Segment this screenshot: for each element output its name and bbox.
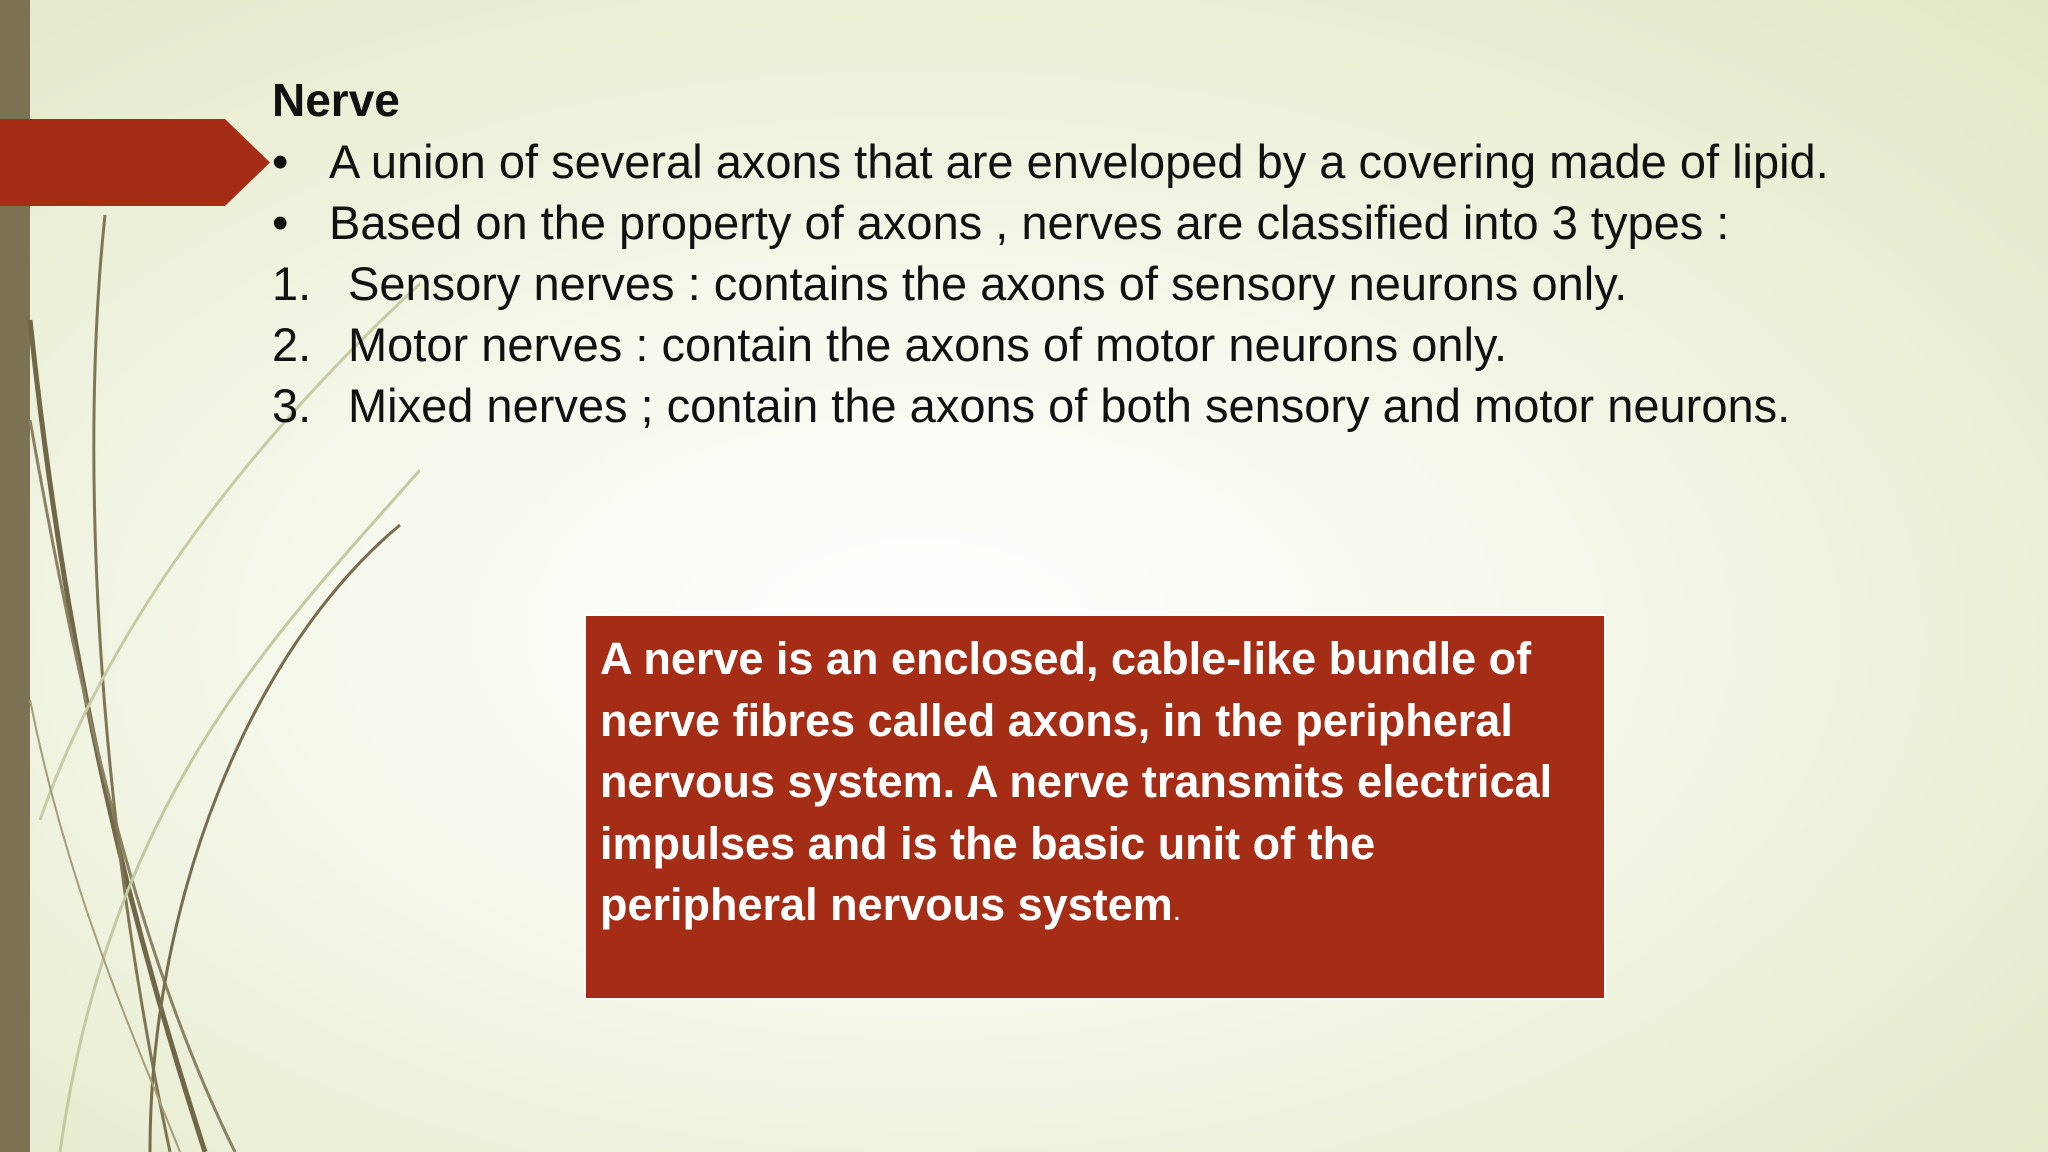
numbered-item (272, 253, 1992, 314)
slide-title: Nerve (272, 74, 400, 126)
numbered-text: Mixed nerves ; contain the axons of both sensory and motor neurons. (348, 379, 1791, 432)
bullet-text: A union of several axons that are enveloped by a covering made of lipid. (329, 135, 1829, 188)
numbered-text: Sensory nerves : contains the axons of sensory neurons only. (348, 257, 1628, 310)
bullet-marker: • (272, 135, 289, 188)
callout-text: A nerve is an enclosed, cable-like bundle of nerve fibres called axons, in the peripheral nervous system. A nerve transmits electrical impulses and is the basic unit of the peripheral nervous system (600, 633, 1553, 930)
slide-content (272, 70, 1992, 436)
number-marker: 2. (272, 318, 312, 371)
bullet-item (272, 192, 1992, 253)
bullet-text: Based on the property of axons , nerves are classified into 3 types : (329, 196, 1730, 249)
number-marker: 3. (272, 379, 312, 432)
numbered-item (272, 375, 1992, 436)
bullet-item (272, 131, 1992, 192)
numbered-text: Motor nerves : contain the axons of motor neurons only. (348, 318, 1508, 371)
numbered-item (272, 314, 1992, 375)
bullet-marker: • (272, 196, 289, 249)
callout-period: . (1172, 894, 1182, 927)
definition-callout-box (584, 614, 1606, 1000)
number-marker: 1. (272, 257, 312, 310)
title-arrow-marker (0, 119, 270, 206)
